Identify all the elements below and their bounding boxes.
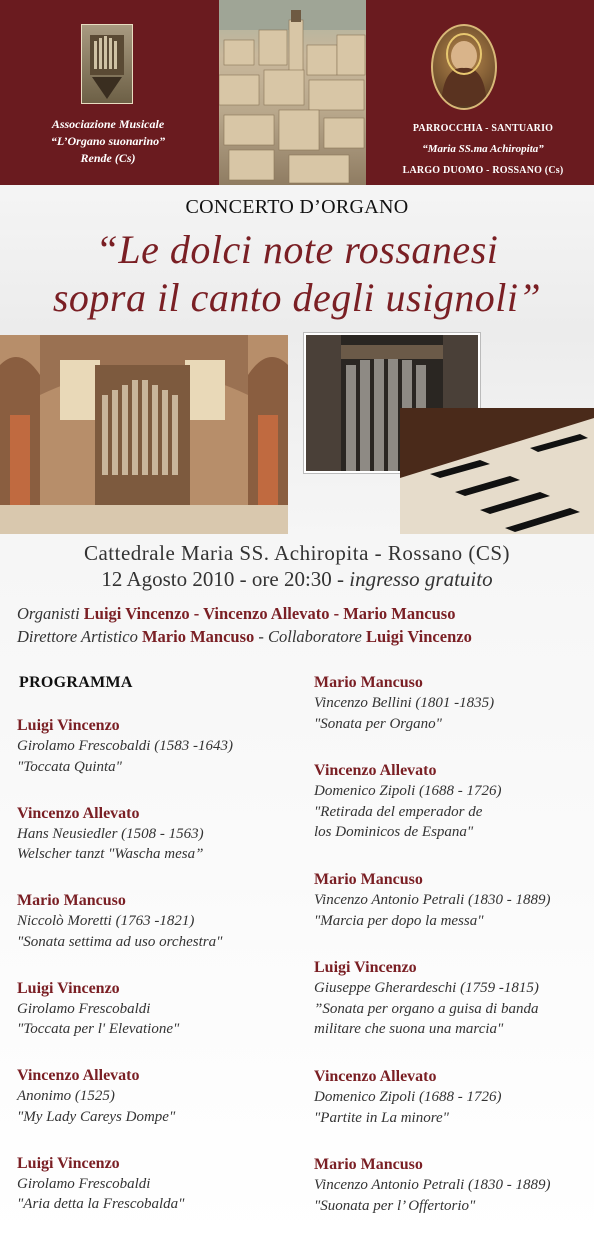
collaborator-name: Luigi Vincenzo <box>365 627 472 646</box>
programme-item <box>314 870 592 958</box>
performer-name: Mario Mancuso <box>314 674 423 691</box>
programme-item <box>17 891 302 979</box>
performer-name: Luigi Vincenzo <box>314 959 417 976</box>
performer-name: Mario Mancuso <box>314 1156 423 1173</box>
association-line: Associazione Musicale <box>51 117 165 131</box>
piece-line: los Dominicos de Espana" <box>314 824 474 840</box>
parish-line: PARROCCHIA - SANTUARIO <box>412 123 554 134</box>
piece-line: Hans Neusiedler (1508 - 1563) <box>17 825 204 842</box>
programme-left-column <box>17 716 302 1241</box>
association-line: “L’Organo suonarino” <box>50 134 166 148</box>
performer-name: Luigi Vincenzo <box>17 1154 120 1172</box>
programme-item <box>314 958 592 1067</box>
association-name <box>8 116 208 167</box>
performer-name: Vincenzo Allevato <box>314 762 437 779</box>
cathedral-interior-photo <box>0 335 288 534</box>
piece-line: "Sonata settima ad uso orchestra" <box>17 933 223 950</box>
piece-line: "Marcia per dopo la messa" <box>314 912 484 929</box>
performer-name: Mario Mancuso <box>314 871 423 888</box>
free-entry: ingresso gratuito <box>349 567 493 591</box>
concert-title-line1: “Le dolci note rossanesi <box>95 227 499 272</box>
programme-item <box>17 804 302 892</box>
parish-line: LARGO DUOMO - ROSSANO (Cs) <box>402 165 564 176</box>
piece-line: ”Sonata per organo a guisa di banda <box>314 1000 539 1017</box>
programme-heading: PROGRAMMA <box>19 674 133 691</box>
piece-line: "My Lady Careys Dompe" <box>17 1108 176 1125</box>
header-band <box>0 0 594 185</box>
piece-line: militare che suona una marcia" <box>314 1021 504 1037</box>
programme-item <box>314 673 592 761</box>
town-photo <box>219 0 366 185</box>
piece-line: "Toccata Quinta" <box>17 758 122 775</box>
piece-line: Vincenzo Bellini (1801 -1835) <box>314 695 495 711</box>
director-credit <box>17 627 472 647</box>
credit-separator: - <box>254 627 268 646</box>
piece-line: "Sonata per Organo" <box>314 715 442 732</box>
association-logo-icon <box>81 24 133 104</box>
performer-name: Luigi Vincenzo <box>17 717 120 734</box>
piece-line: Domenico Zipoli (1688 - 1726) <box>314 1089 502 1105</box>
piece-line: Vincenzo Antonio Petrali (1830 - 1889) <box>314 892 551 908</box>
piano-keys-photo <box>400 408 594 534</box>
venue-datetime <box>0 567 594 592</box>
piece-line: "Aria detta la Frescobalda" <box>17 1196 185 1212</box>
parish-line: “Maria SS.ma Achiropita” <box>422 143 544 155</box>
piece-line: Girolamo Frescobaldi <box>17 1175 151 1192</box>
collaborator-label: Collaboratore <box>268 627 362 646</box>
programme-item <box>17 1154 302 1242</box>
performer-name: Mario Mancuso <box>17 892 126 909</box>
organists-credit <box>17 604 455 624</box>
programme-item <box>17 1066 302 1154</box>
performer-name: Vincenzo Allevato <box>17 1067 140 1084</box>
director-label: Direttore Artistico <box>17 627 138 646</box>
venue-place: Cattedrale Maria SS. Achiropita - Rossano (CS) <box>83 541 511 565</box>
programme-item <box>314 1067 592 1155</box>
programme-item <box>314 761 592 870</box>
concert-title-line2: sopra il canto degli usignoli” <box>52 275 542 320</box>
performer-name: Vincenzo Allevato <box>314 1068 437 1085</box>
date-time: 12 Agosto 2010 - ore 20:30 - <box>101 567 350 591</box>
madonna-icon <box>431 24 497 110</box>
piece-line: Vincenzo Antonio Petrali (1830 - 1889) <box>314 1177 551 1193</box>
organists-names: Luigi Vincenzo - Vincenzo Allevato - Mario Mancuso <box>83 604 456 623</box>
piece-line: Anonimo (1525) <box>17 1088 115 1104</box>
piece-line: Girolamo Frescobaldi <box>17 1000 151 1017</box>
director-name: Mario Mancuso <box>141 627 255 646</box>
piece-line: Welscher tanzt "Wascha mesa” <box>17 846 204 862</box>
piece-line: "Suonata per l’ Offertorio" <box>314 1197 476 1214</box>
piece-line: Niccolò Moretti (1763 -1821) <box>17 913 195 929</box>
performer-name: Luigi Vincenzo <box>17 979 120 997</box>
piece-line: Giuseppe Gherardeschi (1759 -1815) <box>314 980 539 996</box>
piece-line: "Retirada del emperador de <box>314 803 483 820</box>
piece-line: Domenico Zipoli (1688 - 1726) <box>314 783 502 799</box>
piece-line: Girolamo Frescobaldi (1583 -1643) <box>17 738 233 754</box>
parish-name <box>378 118 588 181</box>
association-line: Rende (Cs) <box>80 151 136 165</box>
organists-label: Organisti <box>17 604 80 623</box>
piece-line: "Toccata per l' Elevatione" <box>17 1021 180 1037</box>
programme-item <box>314 1155 592 1243</box>
performer-name: Vincenzo Allevato <box>17 804 140 822</box>
programme-item <box>17 716 302 804</box>
programme-right-column <box>314 673 592 1243</box>
concert-kicker: CONCERTO D’ORGANO <box>185 196 409 218</box>
piece-line: "Partite in La minore" <box>314 1109 449 1126</box>
programme-item <box>17 979 302 1067</box>
